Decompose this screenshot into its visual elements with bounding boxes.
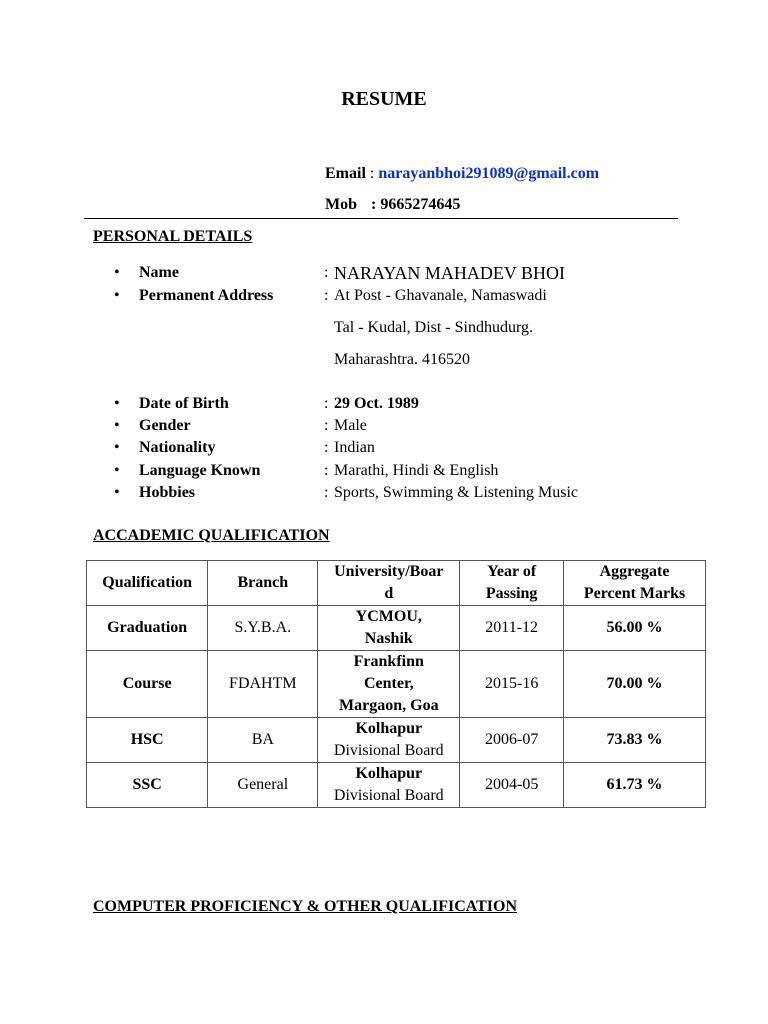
table-row <box>87 651 706 718</box>
cell-marks: 70.00 % <box>564 651 706 718</box>
bullet-icon: • <box>114 462 120 479</box>
cell-year: 2011-12 <box>460 606 564 651</box>
table-header-row <box>87 561 706 606</box>
address-line-2: Tal - Kudal, Dist - Sindhudurg. <box>334 319 534 336</box>
table-row <box>87 763 706 808</box>
bullet-icon: • <box>114 439 120 456</box>
mobile-label: Mob <box>325 196 357 213</box>
header-aggregate: Aggregate Percent Marks <box>564 561 706 606</box>
cell-marks: 56.00 % <box>564 606 706 651</box>
cell-branch: FDAHTM <box>208 651 318 718</box>
email-line <box>325 165 599 183</box>
nationality-value: Indian <box>334 439 375 456</box>
academic-table <box>86 560 706 808</box>
mobile-value: 9665274645 <box>380 196 461 213</box>
header-qualification: Qualification <box>87 561 208 606</box>
table-row <box>87 606 706 651</box>
address-separator: : <box>324 287 329 304</box>
header-divider <box>84 218 678 219</box>
page-title: RESUME <box>341 88 427 110</box>
cell-university: YCMOU, Nashik <box>318 606 460 651</box>
table-row <box>87 718 706 763</box>
cell-qualification: Graduation <box>87 606 208 651</box>
language-value: Marathi, Hindi & English <box>334 462 499 479</box>
cell-year: 2006-07 <box>460 718 564 763</box>
email-separator: : <box>365 165 379 182</box>
bullet-icon: • <box>114 264 120 281</box>
address-row <box>114 285 674 307</box>
name-separator: : <box>324 264 329 281</box>
name-row <box>114 262 674 284</box>
header-university: University/Boar d <box>318 561 460 606</box>
bullet-icon: • <box>114 287 120 304</box>
bullet-icon: • <box>114 484 120 501</box>
nationality-row <box>114 437 674 459</box>
cell-marks: 73.83 % <box>564 718 706 763</box>
hobbies-value: Sports, Swimming & Listening Music <box>334 484 579 501</box>
name-label: Name <box>139 264 179 281</box>
cell-year: 2015-16 <box>460 651 564 718</box>
cell-branch: S.Y.B.A. <box>208 606 318 651</box>
academic-heading: ACCADEMIC QUALIFICATION <box>93 527 330 544</box>
cell-branch: BA <box>208 718 318 763</box>
name-value: NARAYAN MAHADEV BHOI <box>334 263 566 283</box>
cell-university: Kolhapur Divisional Board <box>318 763 460 808</box>
cell-year: 2004-05 <box>460 763 564 808</box>
cell-university: Kolhapur Divisional Board <box>318 718 460 763</box>
dob-value: 29 Oct. 1989 <box>334 395 419 412</box>
cell-university: Frankfinn Center, Margaon, Goa <box>318 651 460 718</box>
cell-marks: 61.73 % <box>564 763 706 808</box>
bullet-icon: • <box>114 417 120 434</box>
hobbies-label: Hobbies <box>139 484 196 501</box>
dob-label: Date of Birth <box>139 395 229 412</box>
gender-separator: : <box>324 417 329 434</box>
nationality-label: Nationality <box>139 439 216 456</box>
nationality-separator: : <box>324 439 329 456</box>
dob-row <box>114 393 674 415</box>
mobile-separator: : <box>371 196 381 213</box>
address-line-3: Maharashtra. 416520 <box>334 351 470 368</box>
gender-value: Male <box>334 417 367 434</box>
cell-qualification: SSC <box>87 763 208 808</box>
dob-separator: : <box>324 395 329 412</box>
bullet-icon: • <box>114 395 120 412</box>
address-line-1: At Post - Ghavanale, Namaswadi <box>334 287 547 304</box>
header-branch: Branch <box>208 561 318 606</box>
mobile-line <box>325 196 460 214</box>
address-label: Permanent Address <box>139 287 274 304</box>
email-label: Email <box>325 165 366 182</box>
hobbies-row <box>114 482 674 504</box>
cell-branch: General <box>208 763 318 808</box>
header-year: Year of Passing <box>460 561 564 606</box>
language-row <box>114 460 674 482</box>
cell-qualification: Course <box>87 651 208 718</box>
email-value[interactable]: narayanbhoi291089@gmail.com <box>378 165 600 182</box>
language-separator: : <box>324 462 329 479</box>
hobbies-separator: : <box>324 484 329 501</box>
cell-qualification: HSC <box>87 718 208 763</box>
language-label: Language Known <box>139 462 261 479</box>
personal-details-heading: PERSONAL DETAILS <box>93 228 253 245</box>
gender-label: Gender <box>139 417 191 434</box>
gender-row <box>114 415 674 437</box>
computer-proficiency-heading: COMPUTER PROFICIENCY & OTHER QUALIFICATION <box>93 898 518 915</box>
